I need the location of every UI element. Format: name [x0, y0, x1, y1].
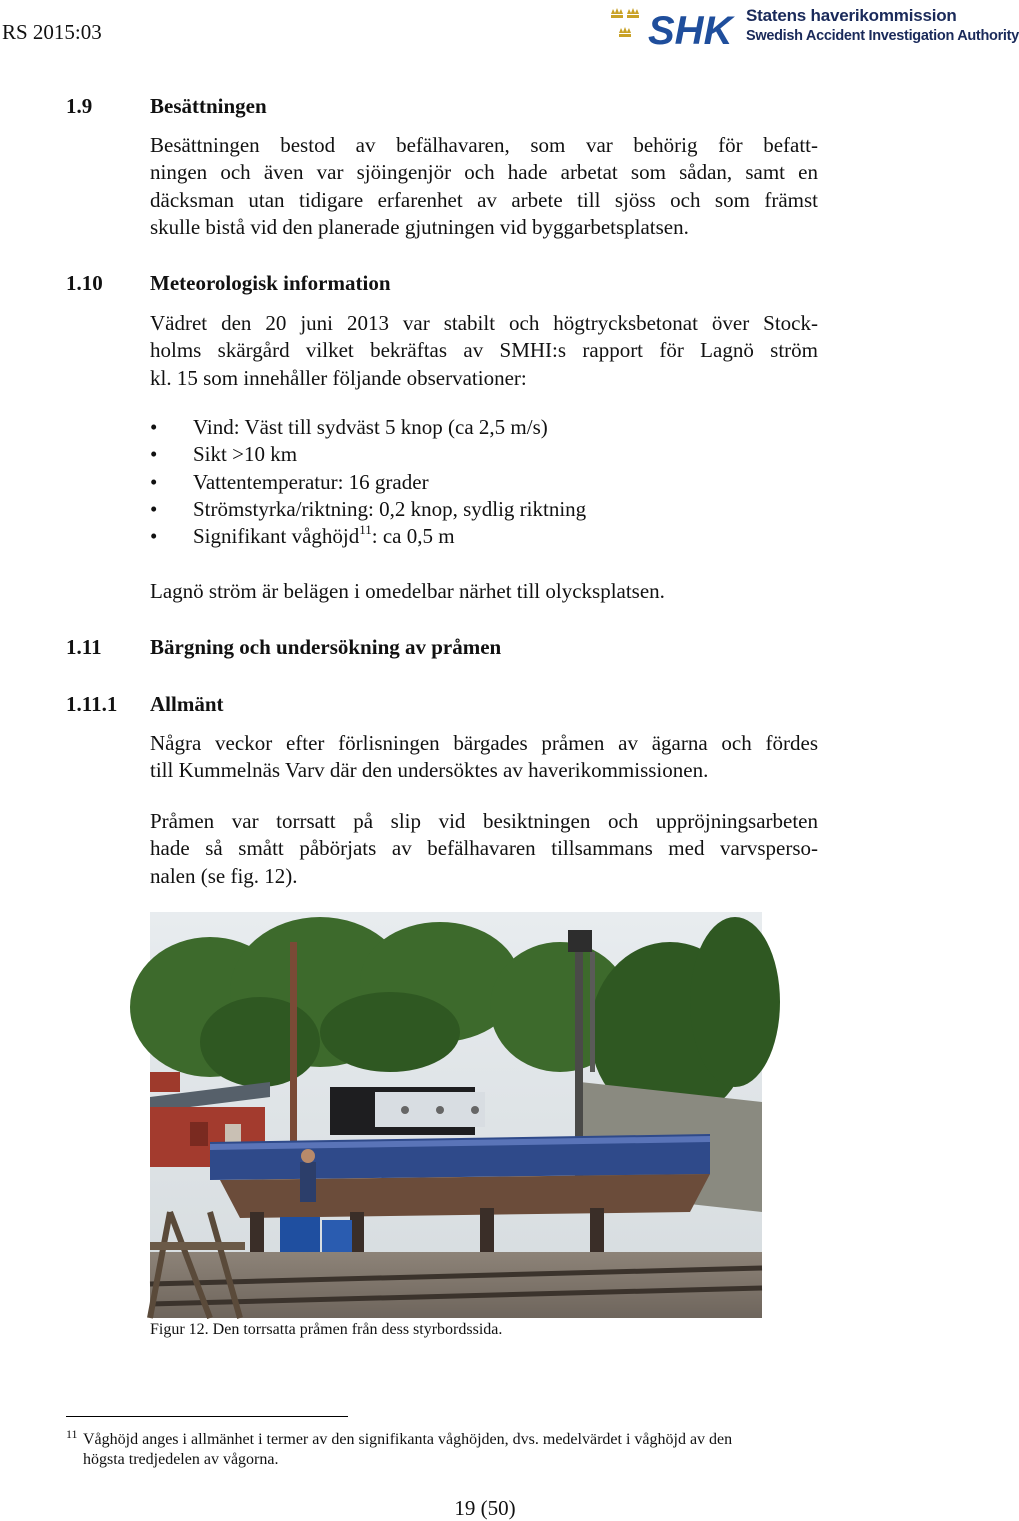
- text-line: däcksman utan tidigare erfarenhet av arbete till sjöss och som främst: [150, 187, 818, 212]
- inspection-paragraph: [150, 808, 818, 890]
- section-number: 1.9: [66, 94, 93, 118]
- document-id: RS 2015:03: [2, 20, 102, 44]
- section-number: 1.11.1: [66, 692, 118, 716]
- text-line: Vädret den 20 juni 2013 var stabilt och högtrycksbetonat över Stock-: [150, 311, 818, 335]
- figure-caption: Figur 12. Den torrsatta pråmen från dess styrbordssida.: [150, 1321, 503, 1338]
- text-line: Besättningen bestod av befälhavaren, som var behörig för befatt-: [150, 133, 818, 157]
- section-number: 1.10: [66, 271, 103, 295]
- bullet-icon: •: [150, 524, 158, 549]
- footnote-text: högsta tredjedelen av vågorna.: [83, 1451, 279, 1468]
- text-line: nalen (se fig. 12).: [150, 863, 298, 888]
- text-line: Några veckor efter förlisningen bärgades pråmen av ägarna och fördes: [150, 731, 818, 755]
- section-title: Bärgning och undersökning av pråmen: [150, 635, 502, 659]
- text-line: Lagnö ström är belägen i omedelbar närhet till olycksplatsen.: [150, 579, 665, 603]
- logo-name-swedish: Statens haverikommission: [746, 6, 957, 25]
- text-line: kl. 15 som innehåller följande observationer:: [150, 365, 527, 390]
- text-line: till Kummelnäs Varv där den undersöktes av haverikommissionen.: [150, 758, 709, 783]
- bullet-icon: •: [150, 442, 158, 467]
- text-line: ningen och även var sjöingenjör och hade arbetat som sådan, samt en: [150, 160, 818, 185]
- weather-paragraph: [150, 310, 818, 392]
- footnote-divider: [66, 1416, 348, 1417]
- text-line: hade så smått påbörjats av befälhavaren tillsammans med varvsperso-: [150, 836, 818, 861]
- logo-name-english: Swedish Accident Investigation Authority: [746, 28, 1019, 44]
- bullet-icon: •: [150, 469, 158, 494]
- section-title: Besättningen: [150, 94, 267, 118]
- text-line: skulle bistå vid den planerade gjutningen vid byggarbetsplatsen.: [150, 214, 689, 239]
- crew-paragraph: [150, 132, 818, 241]
- bullet-icon: •: [150, 415, 158, 439]
- section-title: Meteorologisk information: [150, 271, 391, 295]
- bullet-icon: •: [150, 496, 158, 521]
- section-number: 1.11: [66, 635, 102, 659]
- shk-logo: [608, 6, 1019, 53]
- shk-emblem-icon: [608, 6, 743, 53]
- text-line: holms skärgård vilket bekräftas av SMHI:s rapport för Lagnö ström: [150, 338, 818, 363]
- section-title: Allmänt: [150, 692, 224, 716]
- location-paragraph: [150, 578, 818, 605]
- text-line: Pråmen var torrsatt på slip vid besiktningen och uppröjningsarbeten: [150, 809, 818, 833]
- footnote-text: Våghöjd anges i allmänhet i termer av den signifikanta våghöjden, dvs. medelvärdet i våghöjd av den: [83, 1431, 733, 1448]
- barge-photo: [150, 912, 762, 1318]
- footnote-reference[interactable]: 11: [359, 522, 372, 538]
- footnote-number: 11: [66, 1427, 78, 1441]
- salvage-paragraph: [150, 730, 818, 785]
- svg-text:SHK: SHK: [648, 9, 733, 53]
- page-number: 19 (50): [454, 1496, 516, 1520]
